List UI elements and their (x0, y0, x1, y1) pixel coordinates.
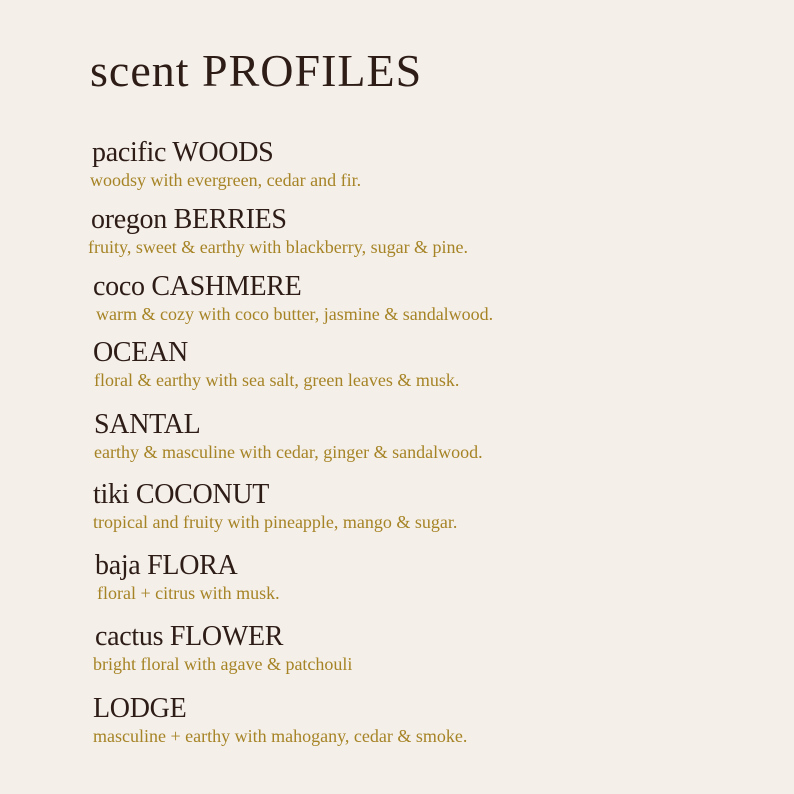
scent-profile-name: cactus FLOWER (95, 621, 284, 652)
page-title: scent PROFILES (90, 45, 423, 96)
scent-profile-lodge (93, 694, 467, 747)
scent-profile-name: SANTAL (94, 409, 201, 440)
scent-profile-description: fruity, sweet & earthy with blackberry, sugar & pine. (88, 237, 469, 257)
scent-profile-baja-flora (95, 551, 280, 604)
scent-profile-pacific-woods (90, 138, 361, 191)
scent-profile-description: woodsy with evergreen, cedar and fir. (90, 170, 362, 190)
scent-profile-tiki-coconut (93, 480, 457, 533)
scent-profile-ocean (93, 338, 459, 391)
scent-profile-description: bright floral with agave & patchouli (93, 654, 353, 674)
scent-profile-oregon-berries (88, 205, 468, 258)
scent-profile-name: coco CASHMERE (93, 271, 302, 302)
scent-profile-description: floral + citrus with musk. (97, 583, 280, 603)
scent-profile-name: oregon BERRIES (91, 204, 287, 235)
scent-profile-coco-cashmere (93, 272, 493, 325)
scent-profile-description: floral & earthy with sea salt, green leaves & musk. (94, 370, 460, 390)
scent-profile-name: pacific WOODS (92, 137, 274, 168)
scent-profile-name: baja FLORA (95, 550, 238, 581)
scent-profile-description: warm & cozy with coco butter, jasmine & sandalwood. (96, 304, 494, 324)
scent-profile-description: masculine + earthy with mahogany, cedar & smoke. (93, 726, 468, 746)
scent-profile-cactus-flower (93, 622, 352, 675)
scent-profile-name: LODGE (93, 693, 187, 724)
scent-profile-name: OCEAN (93, 337, 188, 368)
scent-profile-description: tropical and fruity with pineapple, mango & sugar. (93, 512, 458, 532)
scent-profile-santal (94, 410, 483, 463)
scent-profile-description: earthy & masculine with cedar, ginger & sandalwood. (94, 442, 483, 462)
scent-profile-name: tiki COCONUT (93, 479, 270, 510)
